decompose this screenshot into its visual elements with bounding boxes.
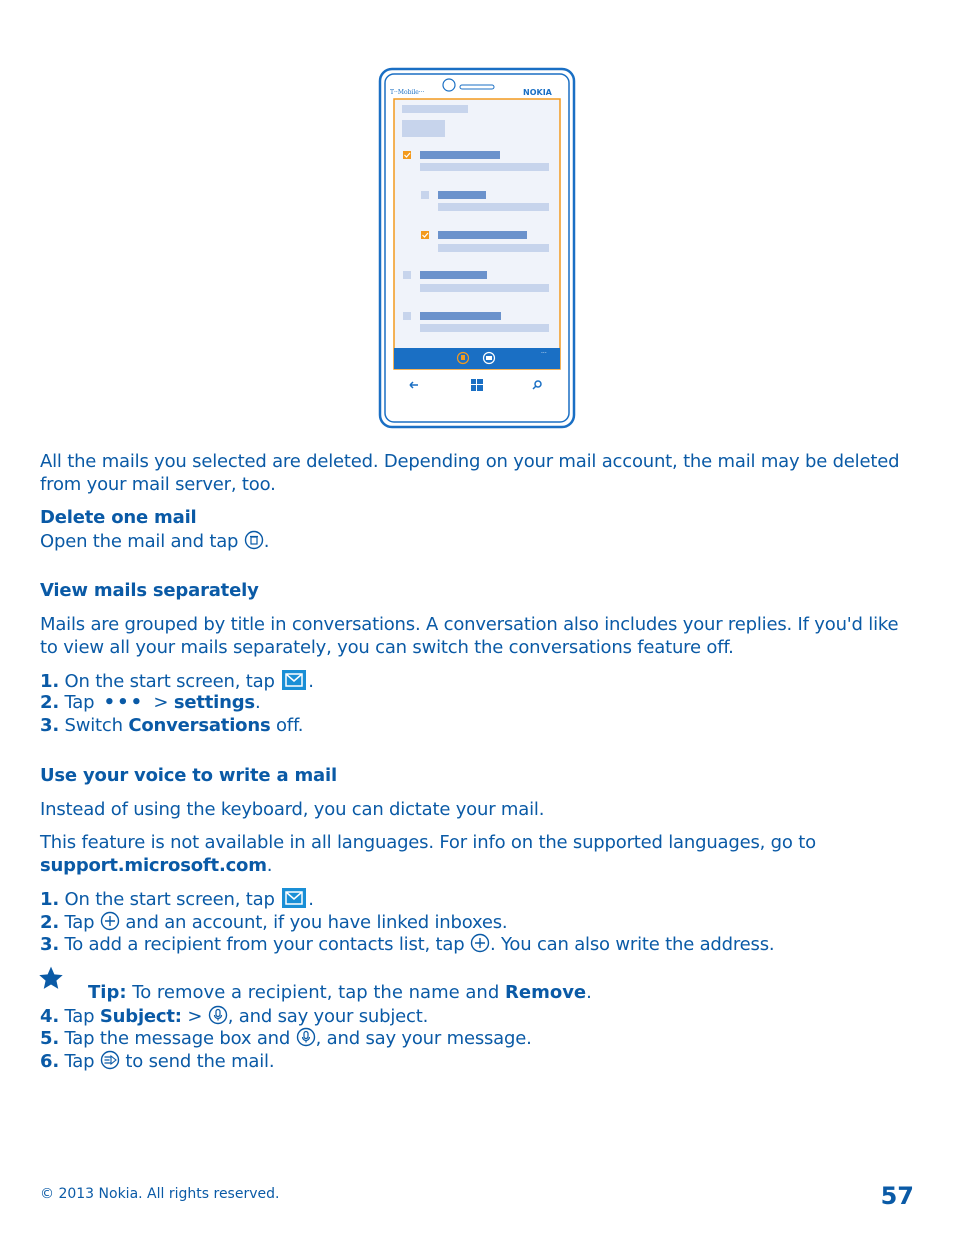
intro-paragraph: All the mails you selected are deleted. Depending on your mail account, the mail may be deleted from your mail server, too. [40, 451, 900, 495]
view-separately-paragraph: Mails are grouped by title in conversations. A conversation also includes your replies. If you'd like to view all your mails separately, you can switch the conversations feature off. [40, 614, 899, 658]
view-step-1: 1. On the start screen, tap . [40, 671, 314, 692]
heading-delete-one-mail: Delete one mail [40, 507, 197, 528]
heading-use-voice: Use your voice to write a mail [40, 765, 337, 786]
voice-step-1: 1. On the start screen, tap . [40, 889, 314, 910]
heading-view-mails-separately: View mails separately [40, 580, 259, 601]
mail-tile-icon [282, 670, 306, 690]
carrier-label: T··Mobile··· [390, 89, 425, 96]
tip-text: Tip: To remove a recipient, tap the name and Remove. [88, 982, 592, 1003]
microphone-icon [208, 1005, 228, 1025]
support-link[interactable]: support.microsoft.com [40, 854, 267, 876]
send-icon [100, 1050, 120, 1070]
microphone-icon [296, 1027, 316, 1047]
voice-step-3: 3. To add a recipient from your contacts list, tap . You can also write the address. [40, 934, 775, 955]
voice-step-4: 4. Tap Subject: > , and say your subject. [40, 1006, 429, 1027]
view-step-2: 2. Tap ••• > settings. [40, 692, 261, 713]
add-icon [100, 911, 120, 931]
phone-illustration [378, 67, 576, 429]
brand-logo: NOKIA [523, 88, 552, 97]
voice-step-2: 2. Tap and an account, if you have linked inboxes. [40, 912, 508, 933]
voice-step-5: 5. Tap the message box and , and say your message. [40, 1028, 532, 1049]
svg-text:···: ··· [541, 350, 547, 357]
copyright-footer: © 2013 Nokia. All rights reserved. [40, 1186, 280, 1202]
voice-para-1: Instead of using the keyboard, you can dictate your mail. [40, 799, 545, 820]
voice-para-2: This feature is not available in all languages. For info on the supported languages, go to support.microsoft.com. [40, 832, 816, 876]
delete-one-text: Open the mail and tap . [40, 531, 270, 552]
mail-tile-icon [282, 888, 306, 908]
view-step-3: 3. Switch Conversations off. [40, 715, 304, 736]
voice-step-6: 6. Tap to send the mail. [40, 1051, 275, 1072]
page-number: 57 [880, 1182, 914, 1210]
app-bar [394, 348, 560, 369]
tip-star-icon [38, 965, 64, 991]
more-icon: ••• [103, 692, 145, 713]
windows-icon [471, 379, 483, 391]
add-icon [470, 933, 490, 953]
delete-icon [244, 530, 264, 550]
